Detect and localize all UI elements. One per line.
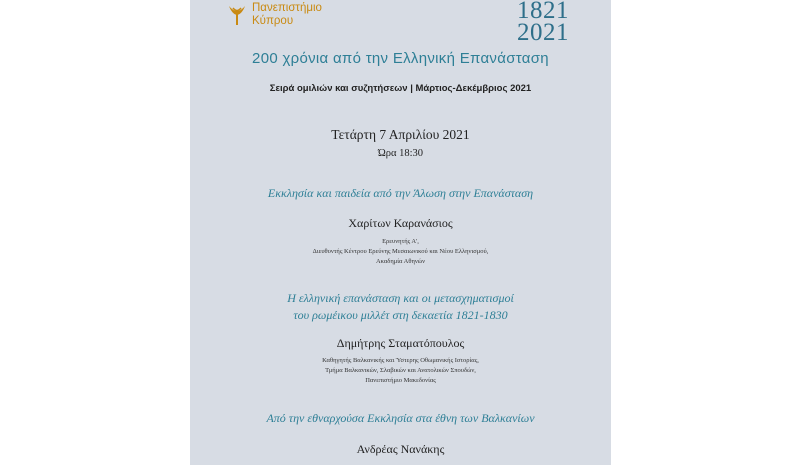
affiliation-line: Πανεπιστήμιο Μακεδονίας (365, 377, 436, 384)
affiliation-line: Διευθυντής Κέντρου Ερεύνης Μεσαιωνικού και Νέου Ελληνισμού, (312, 248, 489, 255)
university-emblem-icon (228, 4, 246, 26)
university-logo (228, 2, 322, 28)
year-end: 2021 (517, 19, 569, 46)
event-title: 200 χρόνια από την Ελληνική Επανάσταση (252, 50, 549, 67)
talk-1-title (190, 185, 611, 202)
logo-line-2: Κύπρου (252, 15, 294, 27)
talk-1-speaker: Χαρίτων Καρανάσιος (348, 216, 453, 230)
talk-2-title (190, 290, 611, 324)
event-poster (190, 0, 611, 465)
talk-title-line: Η ελληνική επανάσταση και οι μετασχηματισμοί (287, 291, 514, 305)
affiliation-line: Τμήμα Βαλκανικών, Σλαβικών και Ανατολικών Σπουδών, (325, 367, 476, 374)
event-series: Σειρά ομιλιών και συζητήσεων | Μάρτιος-Δεκέμβριος 2021 (269, 83, 532, 94)
anniversary-years (517, 0, 569, 44)
talk-title-line: Από την εθναρχούσα Εκκλησία στα έθνη των Βαλκανίων (266, 411, 535, 425)
talk-1-affiliation (190, 237, 611, 267)
talk-3-title (190, 410, 611, 427)
talk-title-line: Εκκλησία και παιδεία από την Άλωση στην Επανάσταση (267, 186, 534, 200)
talk-2-speaker: Δημήτρης Σταματόπουλος (336, 336, 465, 350)
talk-3-speaker: Ανδρέας Νανάκης (356, 442, 445, 456)
affiliation-line: Καθηγητής Βαλκανικής και Ύστερης Οθωμανικής Ιστορίας, (322, 357, 479, 364)
talk-title-line: του ρωμέικου μιλλέτ στη δεκαετία 1821-1830 (293, 308, 508, 322)
year-start: 1821 (517, 0, 569, 24)
event-date: Τετάρτη 7 Απριλίου 2021 (331, 127, 470, 142)
affiliation-line: Ακαδημία Αθηνών (375, 258, 426, 265)
event-time: Ώρα 18:30 (377, 148, 424, 159)
talk-2-affiliation (190, 356, 611, 386)
affiliation-line: Ερευνητής Α', (382, 238, 419, 245)
logo-line-1: Πανεπιστήμιο (252, 2, 322, 14)
